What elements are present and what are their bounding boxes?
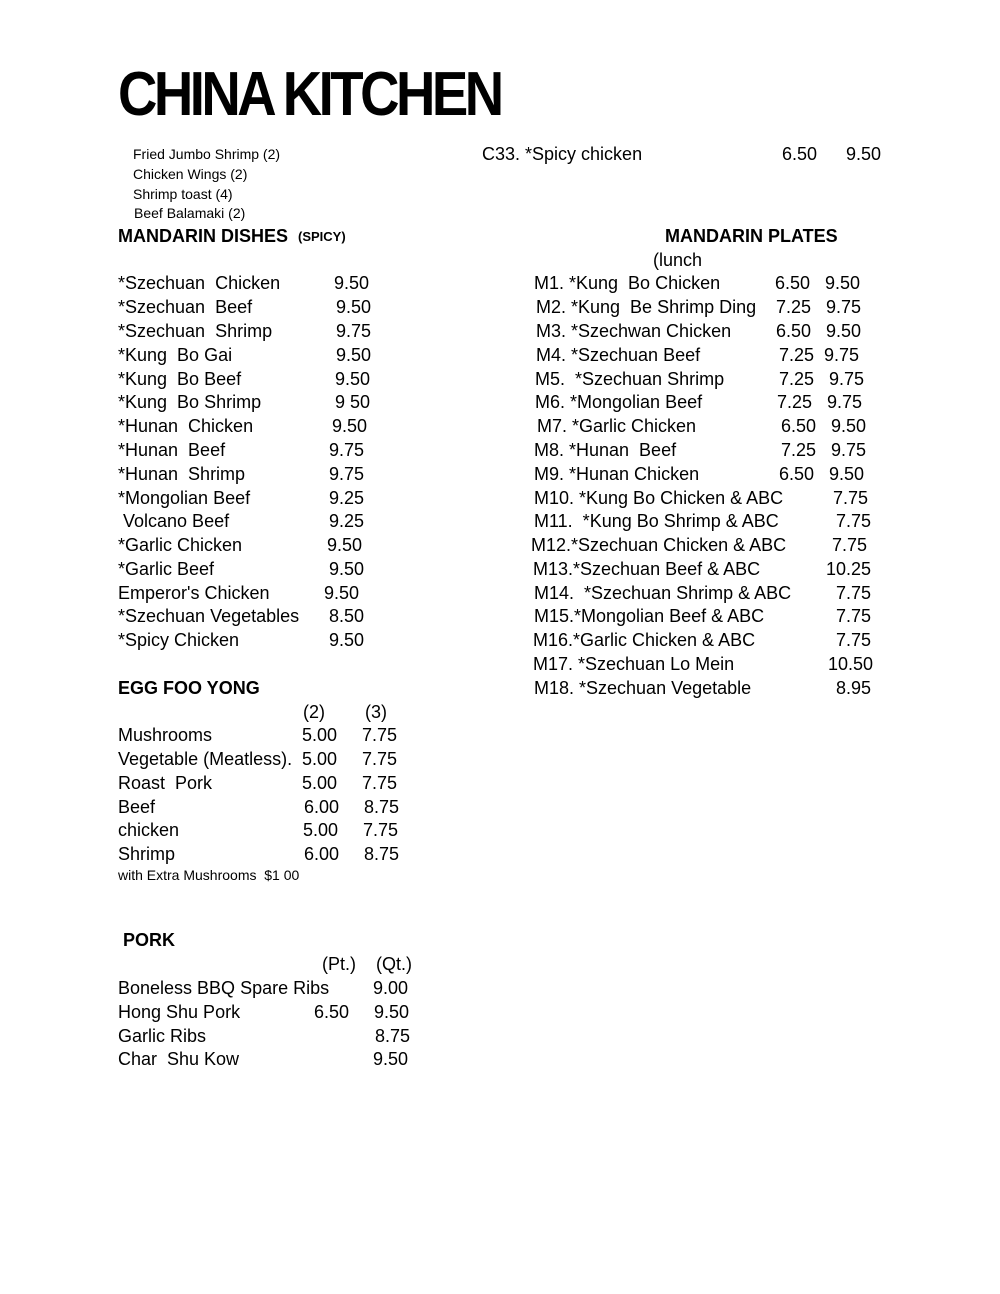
menu-item-price: 9.50 <box>329 559 365 579</box>
menu-item-name: M11. *Kung Bo Shrimp & ABC <box>534 511 779 531</box>
menu-item-price: 9.50 <box>324 583 360 603</box>
menu-item-price-large: 9.50 <box>831 416 867 436</box>
menu-item-name: M13.*Szechuan Beef & ABC <box>533 559 761 579</box>
list-item: Beef Balamaki (2) <box>134 205 246 221</box>
menu-item-name: M6. *Mongolian Beef <box>535 392 703 412</box>
lunch-note: (lunch <box>653 250 703 270</box>
menu-item-name: Emperor's Chicken <box>118 583 270 603</box>
menu-item-price-large: 9.50 <box>825 273 861 293</box>
menu-item-price-small: 7.25 <box>777 392 813 412</box>
menu-item-c33-price-large: 9.50 <box>846 144 882 164</box>
menu-item-price: 9 50 <box>335 392 371 412</box>
spicy-tag: (SPICY) <box>298 229 346 244</box>
menu-item-name: Hong Shu Pork <box>118 1002 241 1022</box>
menu-item-price: 7.75 <box>836 583 872 603</box>
section-heading-egg-foo-yong: EGG FOO YONG <box>118 678 260 698</box>
menu-item-price-large: 8.75 <box>364 797 400 817</box>
list-item: Shrimp toast (4) <box>133 186 233 202</box>
menu-item-price-small: 5.00 <box>303 820 339 840</box>
menu-item-price: 9.25 <box>329 488 365 508</box>
menu-item-price-large: 9.50 <box>374 1002 410 1022</box>
menu-item-price-large: 7.75 <box>363 820 399 840</box>
menu-item-name: *Hunan Chicken <box>118 416 254 436</box>
menu-item-price: 9.50 <box>336 297 372 317</box>
menu-item-name: M16.*Garlic Chicken & ABC <box>533 630 756 650</box>
menu-item-price: 7.75 <box>833 488 869 508</box>
menu-item-price: 8.75 <box>375 1026 411 1046</box>
menu-item-price: 8.95 <box>836 678 872 698</box>
menu-item-name: *Hunan Beef <box>118 440 226 460</box>
menu-item-name: Beef <box>118 797 156 817</box>
menu-item-name: *Szechuan Vegetables <box>118 606 300 626</box>
menu-item-name: M1. *Kung Bo Chicken <box>534 273 721 293</box>
menu-item-name: M5. *Szechuan Shrimp <box>535 369 725 389</box>
menu-item-price-large: 9.75 <box>831 440 867 460</box>
column-header: (Qt.) <box>376 954 412 974</box>
menu-item-price: 10.50 <box>828 654 874 674</box>
section-heading-mandarin-plates: MANDARIN PLATES <box>665 226 838 246</box>
menu-item-price-small: 5.00 <box>302 773 338 793</box>
menu-item-price-large: 9.75 <box>826 297 862 317</box>
menu-item-price-large: 9.75 <box>827 392 863 412</box>
menu-item-price: 9.75 <box>329 464 365 484</box>
menu-item-price-small: 6.00 <box>304 844 340 864</box>
menu-item-name: M3. *Szechwan Chicken <box>536 321 732 341</box>
menu-item-price: 9.50 <box>334 273 370 293</box>
menu-item-price: 9.75 <box>329 440 365 460</box>
menu-item-price: 7.75 <box>832 535 868 555</box>
list-item: Chicken Wings (2) <box>133 166 248 182</box>
extra-note: with Extra Mushrooms $1 00 <box>118 867 300 883</box>
menu-item-price: 9.00 <box>373 978 409 998</box>
menu-item-name: M17. *Szechuan Lo Mein <box>533 654 735 674</box>
menu-item-name: *Hunan Shrimp <box>118 464 246 484</box>
menu-item-price-small: 6.50 <box>781 416 817 436</box>
page-title: CHINA KITCHEN <box>118 60 501 129</box>
menu-item-price: 9.50 <box>327 535 363 555</box>
menu-item-name: *Szechuan Shrimp <box>118 321 273 341</box>
menu-item-name: M8. *Hunan Beef <box>534 440 677 460</box>
menu-item-price-small: 7.25 <box>779 369 815 389</box>
menu-item-price: 8.50 <box>329 606 365 626</box>
menu-item-price-large: 7.75 <box>362 725 398 745</box>
menu-item-price: 10.25 <box>826 559 872 579</box>
menu-item-price-small: 5.00 <box>302 725 338 745</box>
menu-item-price-small: 6.00 <box>304 797 340 817</box>
menu-item-price: 9.50 <box>329 630 365 650</box>
menu-item-price-large: 7.75 <box>362 749 398 769</box>
menu-item-price-small: 7.25 <box>776 297 812 317</box>
menu-item-price-large: 9.50 <box>826 321 862 341</box>
column-header: (2) <box>303 702 325 722</box>
menu-item-name: *Kung Bo Beef <box>118 369 242 389</box>
menu-item-price-small: 5.00 <box>302 749 338 769</box>
menu-item-name: M14. *Szechuan Shrimp & ABC <box>534 583 792 603</box>
menu-item-price-small: 6.50 <box>779 464 815 484</box>
menu-item-name: Vegetable (Meatless). <box>118 749 293 769</box>
menu-item-price: 9.50 <box>332 416 368 436</box>
menu-item-name: *Mongolian Beef <box>118 488 251 508</box>
menu-item-name: Garlic Ribs <box>118 1026 207 1046</box>
menu-item-name: M2. *Kung Be Shrimp Ding <box>536 297 757 317</box>
menu-item-name: M10. *Kung Bo Chicken & ABC <box>534 488 784 508</box>
menu-item-name: *Kung Bo Gai <box>118 345 233 365</box>
menu-item-name: *Kung Bo Shrimp <box>118 392 262 412</box>
menu-item-name: *Garlic Beef <box>118 559 215 579</box>
menu-item-price-small: 6.50 <box>776 321 812 341</box>
menu-item-price-large: 9.50 <box>829 464 865 484</box>
list-item: Fried Jumbo Shrimp (2) <box>133 146 281 162</box>
menu-item-name: Mushrooms <box>118 725 213 745</box>
menu-item-name: M15.*Mongolian Beef & ABC <box>534 606 765 626</box>
menu-item-price-large: 8.75 <box>364 844 400 864</box>
menu-item-price: 9.50 <box>335 369 371 389</box>
menu-item-name: Volcano Beef <box>118 511 230 531</box>
menu-item-price-large: 9.75 <box>824 345 860 365</box>
menu-item-name: M4. *Szechuan Beef <box>536 345 701 365</box>
menu-item-name: *Szechuan Chicken <box>118 273 281 293</box>
menu-item-name: *Garlic Chicken <box>118 535 243 555</box>
menu-item-name: chicken <box>118 820 180 840</box>
section-heading-pork: PORK <box>123 930 176 950</box>
menu-item-name: *Spicy Chicken <box>118 630 240 650</box>
menu-item-price-small: 7.25 <box>779 345 815 365</box>
menu-item-c33-price-small: 6.50 <box>782 144 818 164</box>
menu-item-price-large: 7.75 <box>362 773 398 793</box>
menu-item-price-large: 9.75 <box>829 369 865 389</box>
menu-item-name: Roast Pork <box>118 773 213 793</box>
menu-item-name: M12.*Szechuan Chicken & ABC <box>531 535 787 555</box>
section-heading-mandarin-dishes: MANDARIN DISHES <box>118 226 289 246</box>
menu-item-name: Boneless BBQ Spare Ribs <box>118 978 330 998</box>
menu-item-price-small: 6.50 <box>314 1002 350 1022</box>
menu-item-price: 9.50 <box>373 1049 409 1069</box>
column-header: (Pt.) <box>322 954 356 974</box>
menu-item-price: 9.75 <box>336 321 372 341</box>
menu-item-name: M9. *Hunan Chicken <box>534 464 700 484</box>
menu-item-price: 9.50 <box>336 345 372 365</box>
menu-item-name: Char Shu Kow <box>118 1049 240 1069</box>
menu-item-name: *Szechuan Beef <box>118 297 253 317</box>
menu-item-price-small: 6.50 <box>775 273 811 293</box>
column-header: (3) <box>365 702 387 722</box>
menu-item-name: M7. *Garlic Chicken <box>537 416 697 436</box>
menu-item-price: 7.75 <box>836 511 872 531</box>
menu-item-price: 7.75 <box>836 630 872 650</box>
menu-item-price-small: 7.25 <box>781 440 817 460</box>
menu-item-name: Shrimp <box>118 844 176 864</box>
menu-item-price: 7.75 <box>836 606 872 626</box>
menu-item-price: 9.25 <box>329 511 365 531</box>
menu-item-c33-name: C33. *Spicy chicken <box>482 144 643 164</box>
menu-item-name: M18. *Szechuan Vegetable <box>534 678 752 698</box>
